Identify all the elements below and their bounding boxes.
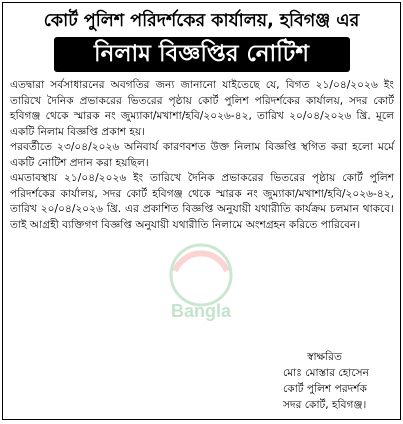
office-title: কোর্ট পুলিশ পরিদর্শকের কার্যালয়, হবিগঞ্জ এর [43,11,360,31]
watermark-text: Bangla [170,301,232,321]
signed-label: স্বাক্ষরিত [307,351,342,363]
paragraph-continuation: এমতাবস্থায় ২১/০৪/২০২৬ ইং তারিখে দৈনিক প্রভাকরের ভিতরের পৃষ্ঠায় কোর্ট পুলিশ পরিদর্শকের কার্যালয়, সদর কোর্ট হবিগঞ্জ থেকে স্মারক নং জুম্যাকা/মখাশা/হবি/২০২৬-৪২, তারিখ ২০/০৪/২০২৬ খ্রি. এর প্রকাশিত বিজ্ঞপ্তি অনুযায়ী যথারীতি কার্যক্রম চলমান থাকবে। তাই আগ্রহী ব্যক্তিগণ বিজ্ঞপ্তি অনুযায়ী যথারীতি নিলামে অংশগ্রহন করিতে পারিবেন। [10,172,394,231]
paragraph-suspension: পরবর্তীতে ২৩/০৪/২০২৬ অনিবার্য কারণবশত উক্ত নিলাম বিজ্ঞপ্তি স্থগিত করা হলো মর্মে একটি নোটিশ প্রদান করা হয়ছিল। [10,141,394,169]
signatory-office: সদর কোর্ট, হবিগঞ্জ। [283,399,367,411]
watermark-logo [153,231,249,327]
signatory-name: মোঃ মোস্তার হোসেন [283,367,369,379]
notice-body [3,78,400,233]
paragraph-announcement: এতদ্বারা সর্বসাধারনের অবগতির জন্য জানানো যাইতেছে যে, বিগত ২১/০৪/২০২৬ ইং তারিখে দৈনিক প্রভাকরের ভিতরের পৃষ্ঠায় কোর্ট পুলিশ পরিদর্শকের কার্যালয়, সদর কোর্ট হবিগঞ্জ থেকে স্মারক নং জুম্যাকা/মখাশা/হবি/২০২৬-৪২, তারিখ ২০/০৪/২০২৬ খ্রি. মূলে একটি নিলাম বিজ্ঞপ্তি প্রকাশ হয়। [10,79,394,138]
notice-heading-banner: নিলাম বিজ্ঞপ্তির নোটিশ [54,37,350,72]
signature-block [283,349,369,413]
signatory-designation: কোর্ট পুলিশ পরদর্শক [283,383,367,395]
notice-document [2,2,401,420]
